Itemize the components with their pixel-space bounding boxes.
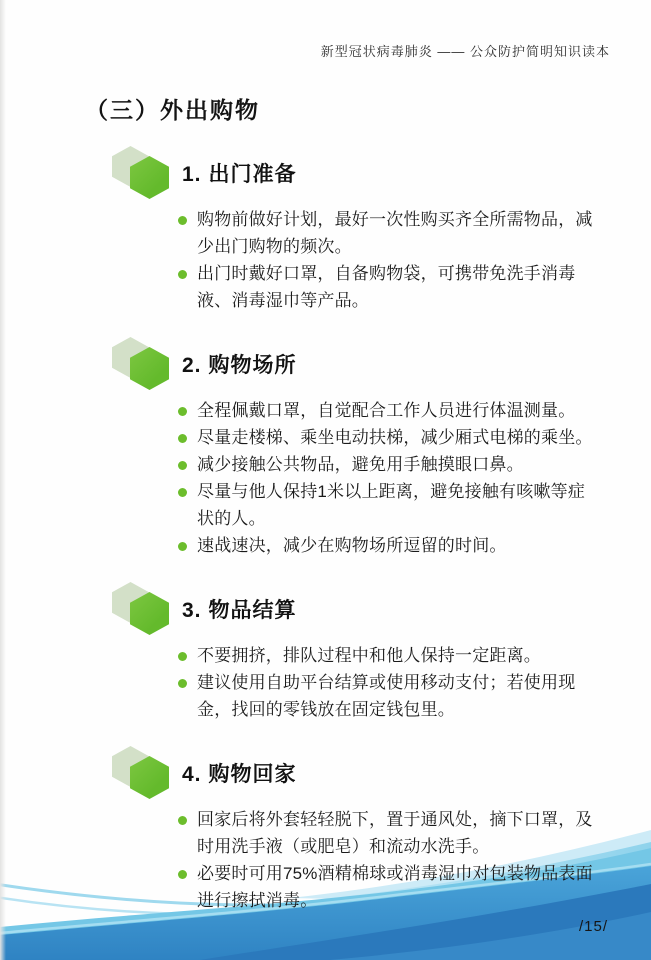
page-content: [0, 146, 651, 937]
running-header: 新型冠状病毒肺炎 —— 公众防护简明知识读本: [320, 44, 610, 59]
bullet-list: [178, 642, 651, 723]
double-hexagon-icon: [112, 746, 169, 799]
dot-icon: [178, 434, 187, 443]
section-title: 购物场所: [208, 353, 297, 377]
section-header: [112, 337, 651, 390]
bullet-text: 全程佩戴口罩，自觉配合工作人员进行体温测量。: [197, 401, 576, 420]
section-number: 3.: [182, 598, 202, 622]
section-number: 4.: [182, 762, 202, 786]
section-title: 购物回家: [208, 762, 297, 786]
section-header: [112, 746, 651, 799]
section-number: 2.: [182, 353, 202, 377]
list-item: [178, 532, 651, 559]
dot-icon: [178, 270, 187, 279]
double-hexagon-icon: [112, 582, 169, 635]
section-header: [112, 146, 651, 199]
double-hexagon-icon: [112, 146, 169, 199]
list-item: [178, 260, 651, 314]
section-header: [112, 582, 651, 635]
bullet-text: 必要时可用75%酒精棉球或消毒湿巾对包装物品表面进行擦拭消毒。: [197, 864, 593, 910]
list-item: [178, 806, 651, 860]
bullet-text: 减少接触公共物品，避免用手触摸眼口鼻。: [197, 455, 524, 474]
bullet-list: [178, 806, 651, 914]
dot-icon: [178, 407, 187, 416]
bullet-text: 不要拥挤，排队过程中和他人保持一定距离。: [197, 646, 541, 665]
dot-icon: [178, 461, 187, 470]
bullet-text: 速战速决，减少在购物场所逗留的时间。: [197, 536, 507, 555]
dot-icon: [178, 488, 187, 497]
dot-icon: [178, 652, 187, 661]
list-item: [178, 397, 651, 424]
bullet-list: [178, 397, 651, 559]
section-shopping-venue: [0, 337, 651, 559]
section-title: 出门准备: [208, 162, 297, 186]
bullet-text: 出门时戴好口罩，自备购物袋，可携带免洗手消毒液、消毒湿巾等产品。: [197, 264, 576, 310]
list-item: [178, 424, 651, 451]
dot-icon: [178, 216, 187, 225]
list-item: [178, 669, 651, 723]
list-item: [178, 642, 651, 669]
section-number: 1.: [182, 162, 202, 186]
section-checkout: [0, 582, 651, 723]
bullet-text: 尽量走楼梯、乘坐电动扶梯，减少厢式电梯的乘坐。: [197, 428, 593, 447]
bullet-text: 尽量与他人保持1米以上距离，避免接触有咳嗽等症状的人。: [197, 482, 586, 528]
section-heading: [182, 758, 297, 788]
section-heading: [182, 158, 297, 188]
page-number: /15/: [578, 918, 608, 935]
section-title: 物品结算: [208, 598, 297, 622]
list-item: [178, 478, 651, 532]
section-heading: [182, 349, 297, 379]
list-item: [178, 206, 651, 260]
section-returning-home: [0, 746, 651, 914]
section-heading: [182, 594, 297, 624]
bullet-text: 购物前做好计划，最好一次性购买齐全所需物品，减少出门购物的频次。: [197, 210, 593, 256]
bullet-list: [178, 206, 651, 314]
double-hexagon-icon: [112, 337, 169, 390]
dot-icon: [178, 816, 187, 825]
bullet-text: 建议使用自助平台结算或使用移动支付；若使用现金，找回的零钱放在固定钱包里。: [197, 673, 576, 719]
bullet-text: 回家后将外套轻轻脱下，置于通风处，摘下口罩，及时用洗手液（或肥皂）和流动水洗手。: [197, 810, 593, 856]
list-item: [178, 451, 651, 478]
dot-icon: [178, 870, 187, 879]
list-item: [178, 860, 651, 914]
dot-icon: [178, 542, 187, 551]
section-going-out-prep: [0, 146, 651, 314]
page-title: （三）外出购物: [85, 97, 260, 123]
dot-icon: [178, 679, 187, 688]
